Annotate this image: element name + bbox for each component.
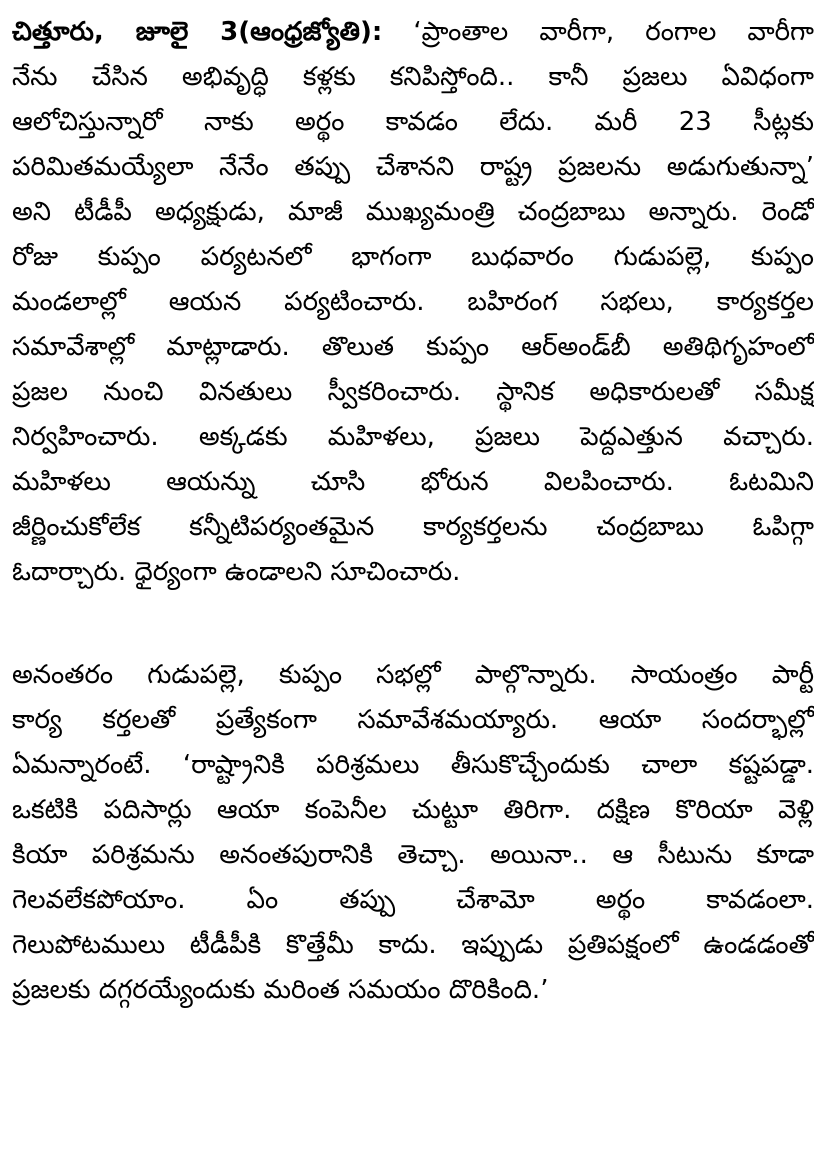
text-line: గెలుపోటములు టీడీపీకి కొత్తేమీ కాదు. ఇప్పుడు ప్రతిపక్షంలో ఉండడంతో [12, 930, 814, 960]
text-line: అని టీడీపీ అధ్యక్షుడు, మాజీ ముఖ్యమంత్రి చంద్రబాబు అన్నారు. రెండో [12, 197, 814, 227]
text-line: పరిమితమయ్యేలా నేనేం తప్పు చేశానని రాష్ట్ర ప్రజలను అడుగుతున్నా’ [12, 152, 814, 182]
text-line: అనంతరం గుడుపల్లె, కుప్పం సభల్లో పాల్గొన్నారు. సాయంత్రం పార్టీ [12, 660, 814, 690]
text-line-content: ‘ప్రాంతాల వారీగా, రంగాల వారీగా [382, 17, 814, 47]
text-line: ఏమన్నారంటే. ‘రాష్ట్రానికి పరిశ్రమలు తీసుకొచ్చేందుకు చాలా కష్టపడ్డా. [12, 750, 814, 780]
text-line: ఒకటికి పదిసార్లు ఆయా కంపెనీల చుట్టూ తిరిగా. దక్షిణ కొరియా వెళ్లి [12, 795, 814, 825]
text-line: ఓదార్చారు. ధైర్యంగా ఉండాలని సూచించారు. [12, 557, 461, 587]
text-line: రోజు కుప్పం పర్యటనలో భాగంగా బుధవారం గుడుపల్లె, కుప్పం [12, 242, 814, 272]
paragraph-spacer [12, 595, 814, 653]
text-line: గెలవలేకపోయాం. ఏం తప్పు చేశామో అర్థం కావడంలా. [12, 885, 814, 915]
article-paragraph-2 [12, 653, 814, 1013]
text-line: మండలాల్లో ఆయన పర్యటించారు. బహిరంగ సభలు, కార్యకర్తల [12, 287, 814, 317]
text-line: ఆలోచిస్తున్నారో నాకు అర్థం కావడం లేదు. మరీ 23 సీట్లకు [12, 107, 814, 137]
text-line: నిర్వహించారు. అక్కడకు మహిళలు, ప్రజలు పెద్దఎత్తున వచ్చారు. [12, 422, 814, 452]
text-line: కార్య కర్తలతో ప్రత్యేకంగా సమావేశమయ్యారు. ఆయా సందర్భాల్లో [12, 705, 814, 735]
text-line: ప్రజలకు దగ్గరయ్యేందుకు మరింత సమయం దొరికింది.’ [12, 975, 549, 1005]
text-line: జీర్ణించుకోలేక కన్నీటిపర్యంతమైన కార్యకర్తలను చంద్రబాబు ఓపిగ్గా [12, 512, 814, 542]
dateline: చిత్తూరు, జూలై 3(ఆంధ్రజ్యోతి): [12, 17, 383, 47]
text-line: సమావేశాల్లో మాట్లాడారు. తొలుత కుప్పం ఆర్‌అండ్‌బీ అతిథిగృహంలో [12, 332, 814, 362]
text-line: నేను చేసిన అభివృద్ధి కళ్లకు కనిపిస్తోంది.. కానీ ప్రజలు ఏవిధంగా [12, 62, 814, 92]
text-line: ప్రజల నుంచి వినతులు స్వీకరించారు. స్థానిక అధికారులతో సమీక్ష [12, 377, 814, 407]
text-line [12, 10, 814, 55]
text-line: కియా పరిశ్రమను అనంతపురానికి తెచ్చా. అయినా.. ఆ సీటును కూడా [12, 840, 814, 870]
article-paragraph-1 [12, 10, 814, 595]
text-line: మహిళలు ఆయన్ను చూసి భోరున విలపించారు. ఓటమిని [12, 467, 814, 497]
